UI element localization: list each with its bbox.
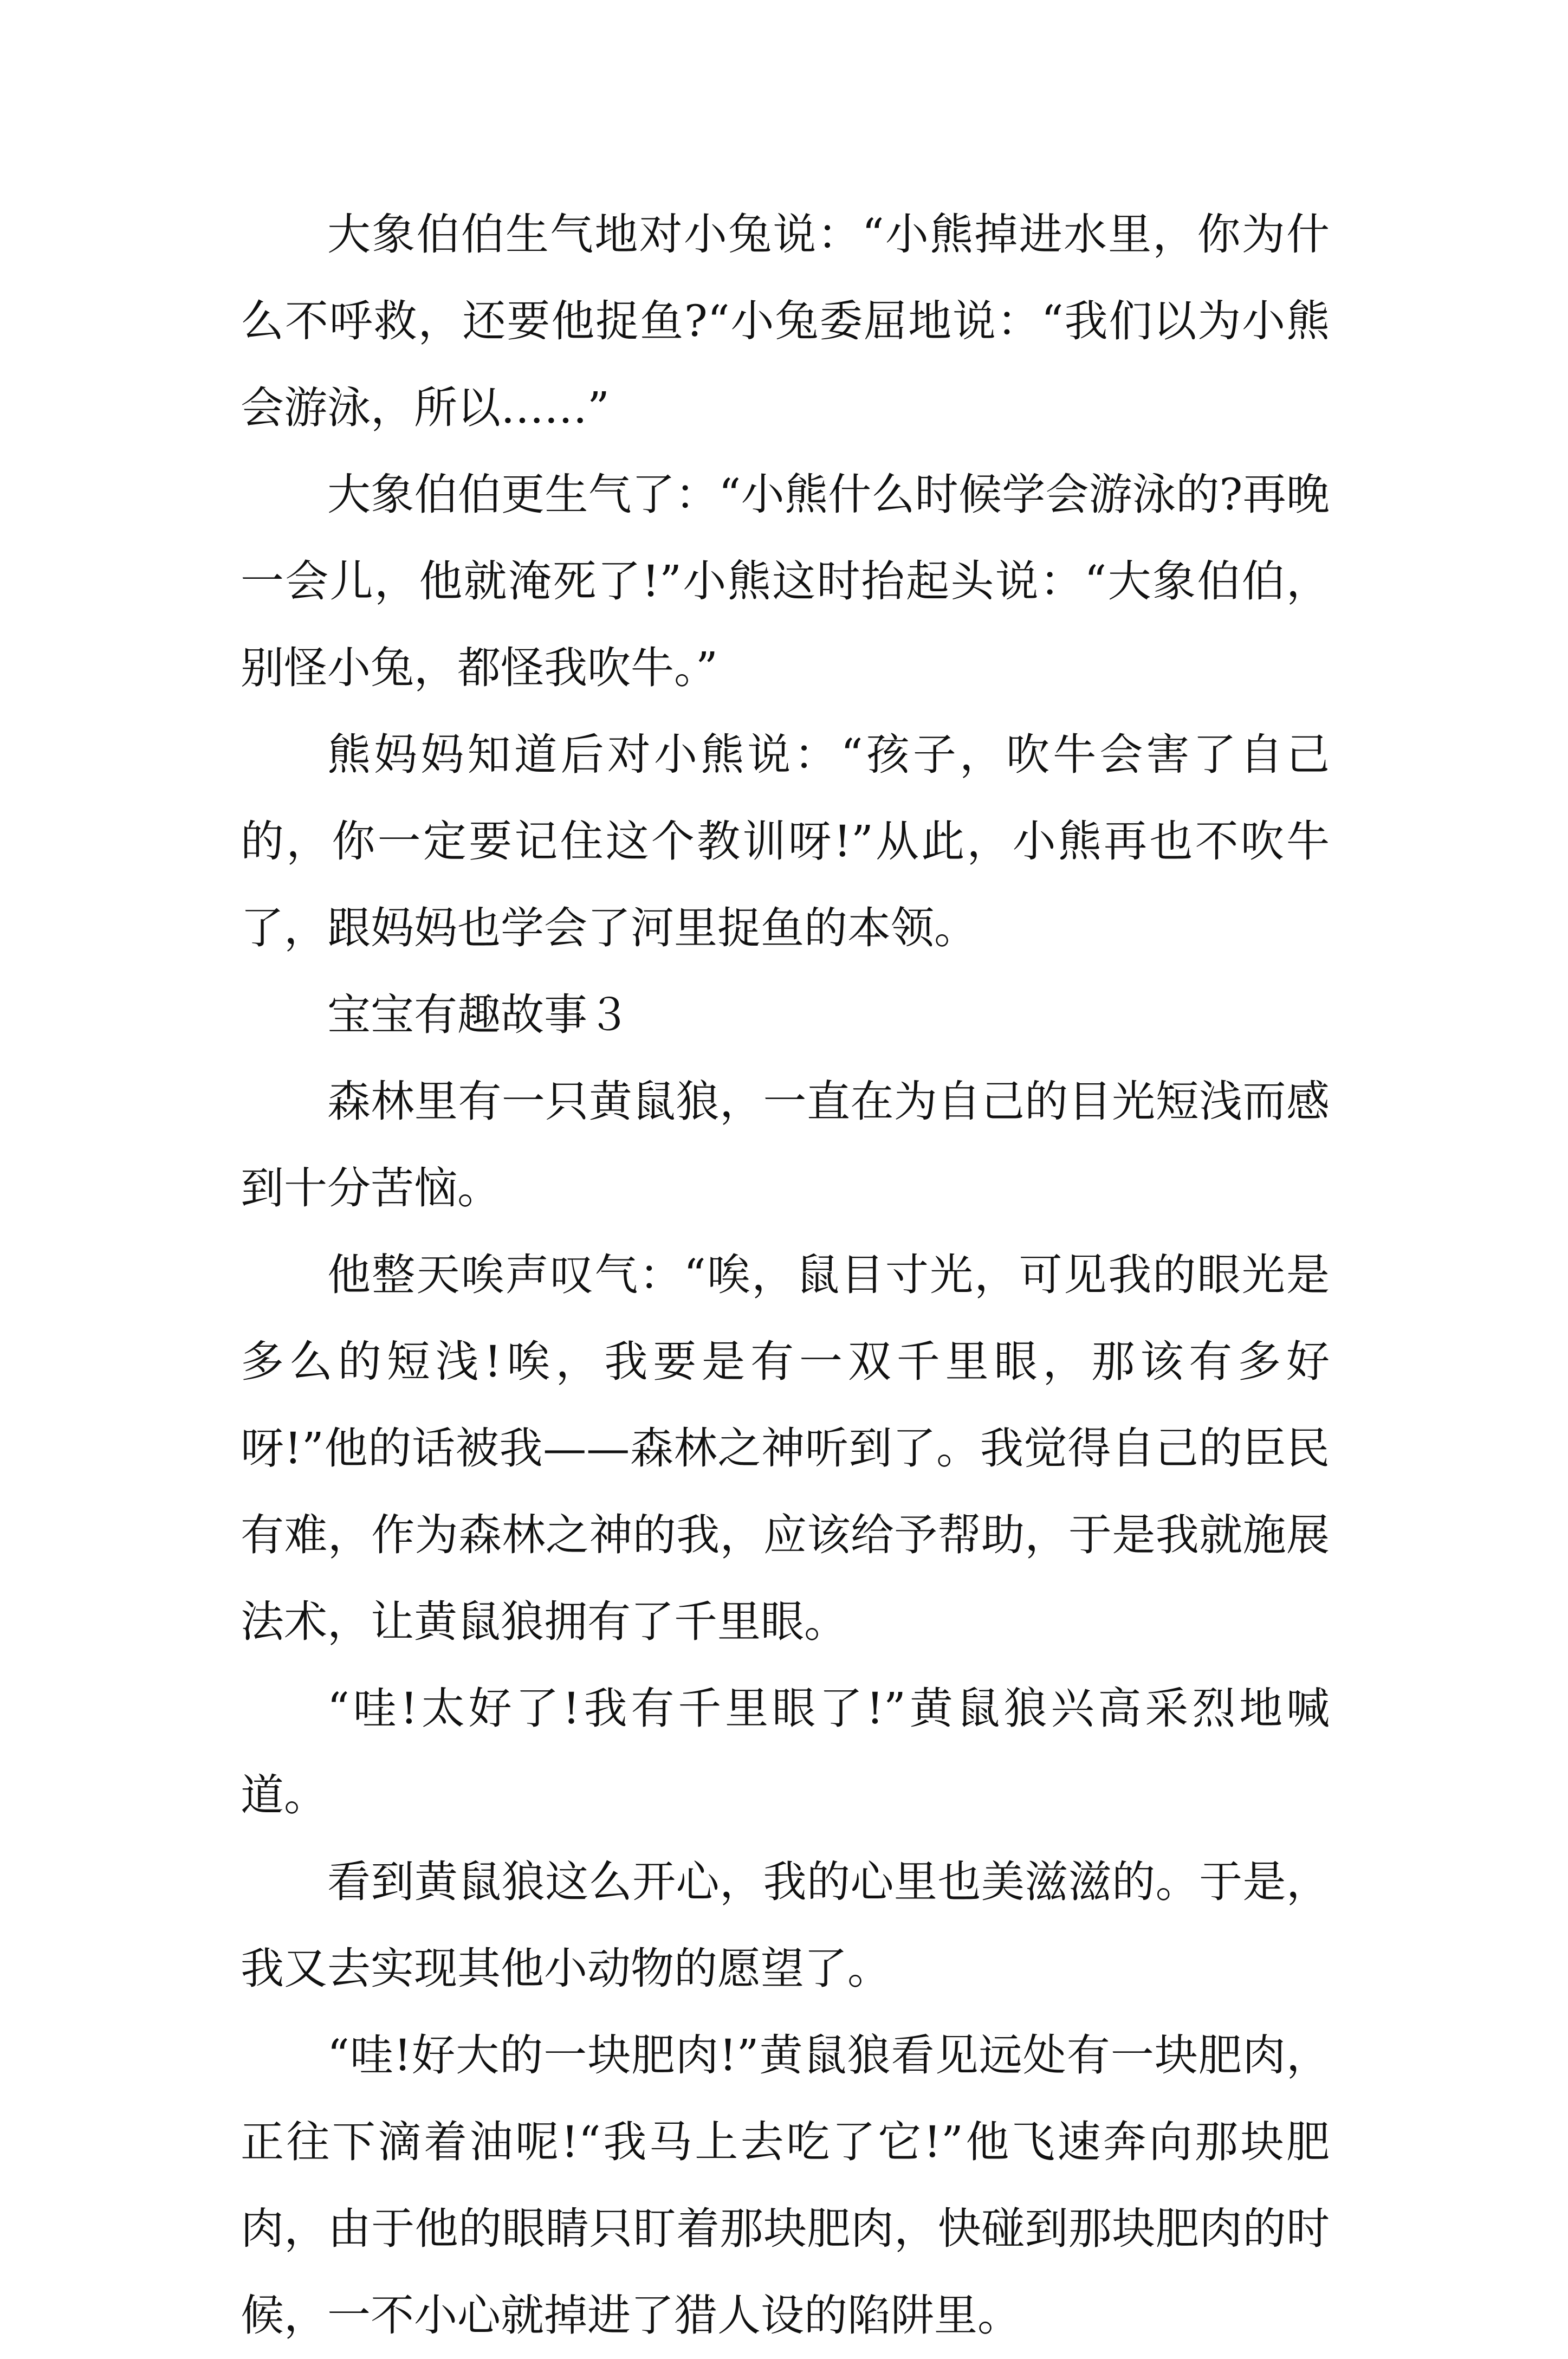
section-heading: 宝宝有趣故事３ — [327, 990, 631, 1040]
paragraph: “哇!好大的一块肥肉!”黄鼠狼看见远处有一块肥肉，正往下滴着油呢!“我马上去吃了它!”他飞速奔向那块肥肉，由于他的眼睛只盯着那块肥肉，快碰到那块肥肉的时候，一不小心就掉进了猎人设的陷阱里。 — [241, 2030, 1330, 2341]
paragraph: 大象伯伯生气地对小兔说：“小熊掉进水里，你为什么不呼救，还要他捉鱼?“小兔委屈地说：“我们以为小熊会游泳，所以……” — [241, 209, 1330, 433]
paragraph: 看到黄鼠狼这么开心，我的心里也美滋滋的。于是，我又去实现其他小动物的愿望了。 — [241, 1857, 1330, 1994]
paragraph: 森林里有一只黄鼠狼，一直在为自己的目光短浅而感到十分苦恼。 — [241, 1076, 1330, 1213]
paragraph: “哇!太好了!我有千里眼了!”黄鼠狼兴高采烈地喊道。 — [241, 1683, 1330, 1820]
document-body — [241, 191, 1330, 2359]
paragraph: 大象伯伯更生气了：“小熊什么时候学会游泳的?再晚一会儿，他就淹死了!”小熊这时抬起头说：“大象伯伯，别怪小兔，都怪我吹牛。” — [241, 469, 1330, 693]
paragraph: 熊妈妈知道后对小熊说：“孩子，吹牛会害了自己的，你一定要记住这个教训呀!”从此，小熊再也不吹牛了，跟妈妈也学会了河里捉鱼的本领。 — [241, 729, 1330, 953]
paragraph: 他整天唉声叹气：“唉，鼠目寸光，可见我的眼光是多么的短浅!唉，我要是有一双千里眼，那该有多好呀!”他的话被我——森林之神听到了。我觉得自己的臣民有难，作为森林之神的我，应该给予帮助，于是我就施展法术，让黄鼠狼拥有了千里眼。 — [241, 1250, 1330, 1647]
